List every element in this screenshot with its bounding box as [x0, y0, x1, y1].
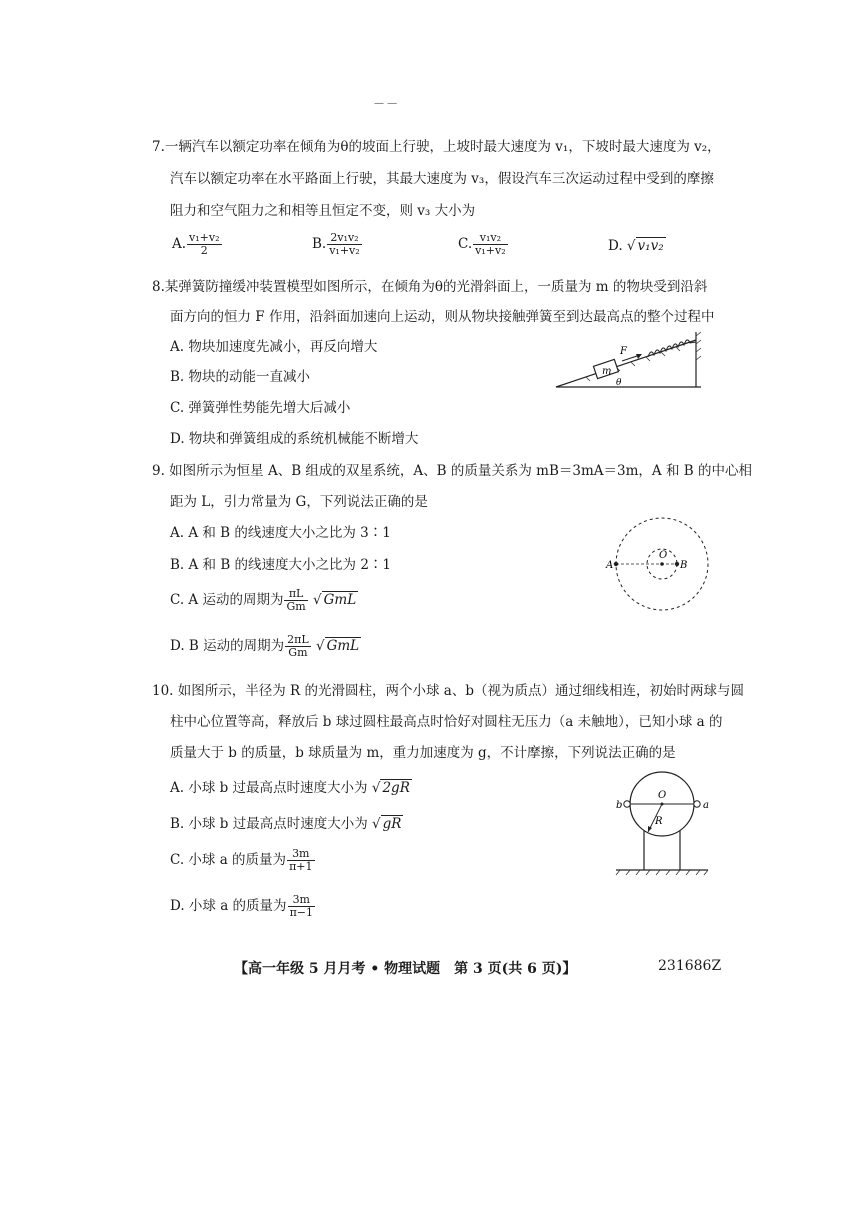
q9-line2: 距为 L，引力常量为 G，下列说法正确的是: [170, 494, 428, 510]
q8-wall-hatching: [696, 332, 701, 360]
q8-label-m: m: [602, 366, 612, 377]
q10-line2: 柱中心位置等高，释放后 b 球过圆柱最高点时恰好对圆柱无压力（a 未触地），已知小球 a 的: [170, 714, 723, 730]
q10-option-c: C. 小球 a 的质量为 $\frac{3m}{\pi+1}$: [170, 847, 313, 873]
q9-label-o: O: [659, 550, 668, 561]
q10-label-b: b: [616, 800, 623, 811]
q8-option-a: A. 物块加速度先减小，再反向增大: [170, 339, 378, 355]
q9-option-d: D. B 运动的周期为 $\frac{2\pi L}{Gm}$ √ GmL: [170, 633, 360, 659]
q8-line1: 8.某弹簧防撞缓冲装置模型如图所示，在倾角为θ的光滑斜面上，一质量为 m 的物块受到沿斜: [152, 279, 708, 295]
q7-option-b: B. $\frac{\text{2v₁v₂}}{\text{v₁+v₂}}$: [312, 231, 360, 257]
q10-option-b: B. 小球 b 过最高点时速度大小为 √ gR: [170, 816, 402, 832]
q9-label-a: A: [606, 560, 614, 571]
q8-label-f: F: [620, 346, 627, 357]
q7-option-d: D. √ v₁v₂: [608, 238, 664, 254]
q9-line1: 9. 如图所示为恒星 A、B 组成的双星系统，A、B 的质量关系为 mB＝3mA＝3m，A 和 B 的中心相: [152, 463, 752, 479]
q7-line3: 阻力和空气阻力之和相等且恒定不变，则 v₃ 大小为: [170, 203, 476, 219]
q10-line3: 质量大于 b 的质量，b 球质量为 m，重力加速度为 g，不计摩擦，下列说法正确的是: [170, 745, 676, 761]
q10-radius-arrowhead: [648, 826, 652, 832]
q10-cylinder-figure: [610, 770, 715, 880]
q7-option-c-fraction: $\frac{\text{v₁v₂}}{\text{v₁+v₂}}$: [475, 231, 506, 257]
q9-binary-star-figure: [600, 510, 720, 620]
header-mark: — —: [374, 98, 398, 109]
q8-incline-figure: [556, 332, 706, 392]
q8-option-b: B. 物块的动能一直减小: [170, 369, 311, 385]
q10-label-o: O: [658, 790, 667, 801]
q9-option-c: C. A 运动的周期为 $\frac{\pi L}{Gm}$ √ GmL: [170, 587, 357, 613]
q7-line2: 汽车以额定功率在水平路面上行驶，其最大速度为 v₃，假设汽车三次运动过程中受到的摩擦: [170, 171, 714, 187]
q10-ball-b: [624, 801, 630, 807]
q8-label-theta: θ: [616, 378, 622, 388]
page-footer: 【高一年级 5 月月考 • 物理试题 第 3 页(共 6 页)】: [234, 961, 577, 977]
q10-option-d: D. 小球 a 的质量为 $\frac{3m}{\pi-1}$: [170, 893, 314, 919]
q10-option-a: A. 小球 b 过最高点时速度大小为 √ 2gR: [170, 780, 410, 796]
q8-option-d: D. 物块和弹簧组成的系统机械能不断增大: [170, 431, 419, 447]
exam-code: 231686Z: [658, 958, 722, 974]
q7-line1: 7.一辆汽车以额定功率在倾角为θ的坡面上行驶，上坡时最大速度为 v₁，下坡时最大速度为 v₂，: [152, 139, 721, 155]
q10-ball-a: [694, 801, 700, 807]
q9-option-b: B. A 和 B 的线速度大小之比为 2∶1: [170, 557, 392, 573]
q10-label-a: a: [703, 800, 709, 811]
q10-line1: 10. 如图所示，半径为 R 的光滑圆柱，两个小球 a、b（视为质点）通过细线相连，初始时两球与圆: [152, 683, 744, 699]
q9-option-a: A. A 和 B 的线速度大小之比为 3∶1: [170, 525, 391, 541]
q7-option-a: A. $\frac{\text{v₁+v₂}}{2}$: [172, 231, 220, 257]
q7-option-b-fraction: $\frac{\text{2v₁v₂}}{\text{v₁+v₂}}$: [329, 231, 360, 257]
q9-label-b: B: [680, 560, 688, 571]
q7-option-c: C. $\frac{\text{v₁v₂}}{\text{v₁+v₂}}$: [458, 231, 506, 257]
q9-star-a: [614, 562, 618, 566]
q8-option-c: C. 弹簧弹性势能先增大后减小: [170, 400, 351, 416]
q7-option-a-fraction: $\frac{\text{v₁+v₂}}{2}$: [189, 231, 220, 257]
q9-star-b: [675, 562, 679, 566]
q10-ground-hatching: [616, 870, 708, 875]
q10-label-r: R: [655, 816, 663, 827]
q9-center-o: [660, 562, 664, 566]
q8-line2: 面方向的恒力 F 作用，沿斜面加速向上运动，则从物块接触弹簧至到达最高点的整个过程中: [170, 309, 715, 325]
